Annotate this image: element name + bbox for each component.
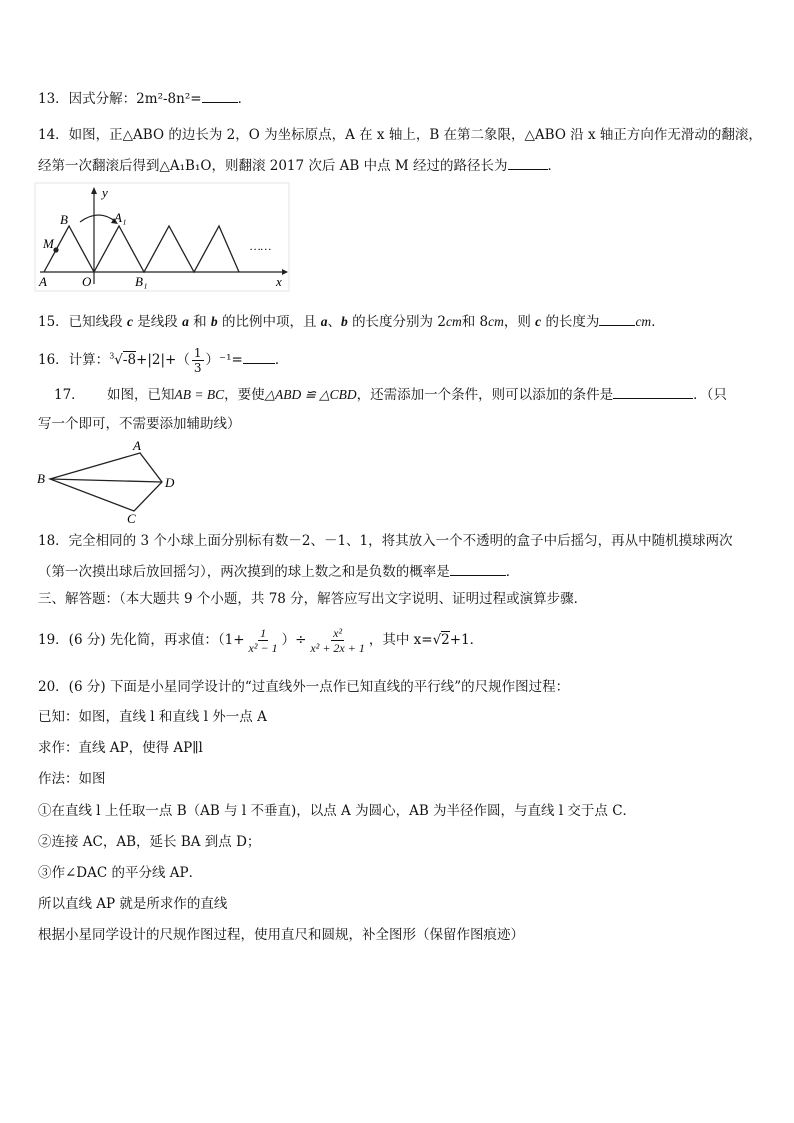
q18-answer-blank[interactable]: [450, 561, 506, 576]
q16-post: ）⁻¹=: [205, 352, 243, 368]
question-20-head: 20．(6 分) 下面是小星同学设计的“过直线外一点作已知直线的平行线”的尺规作图过程：: [38, 679, 570, 695]
q14-figure: [34, 182, 290, 292]
q18-text: （第一次摸出球后放回摇匀），两次摸到的球上数之和是负数的概率是: [38, 564, 450, 580]
question-20-find: 求作：直线 AP，使得 AP∥l: [38, 740, 203, 756]
label-x: x: [276, 274, 282, 289]
label-A: A: [39, 274, 47, 289]
q15-mid5: ，则: [503, 314, 531, 330]
question-14-line1: 14．如图，正△ABO 的边长为 2，O 为坐标原点，A 在 x 轴上，B 在第二象限，△ABO 沿 x 轴正方向作无滑动的翻滚，: [38, 127, 762, 143]
question-16: [38, 346, 288, 375]
q13-answer-blank[interactable]: [202, 88, 238, 103]
q15-var-c: c: [126, 314, 133, 329]
q19-f2-den: x² + 2x + 1: [310, 641, 365, 655]
q15-unit3: cm: [635, 314, 652, 329]
q19-pre: 19．(6 分) 先化简，再求值：（1+: [38, 632, 245, 648]
q15-unit1: cm: [445, 314, 462, 329]
q16-frac-num: 1: [193, 346, 202, 360]
q19-root: 2: [441, 632, 450, 648]
q17-condition: AB = BC: [174, 387, 225, 402]
triangles-rolled: [94, 226, 239, 272]
question-20-conclusion: 所以直线 AP 就是所求作的直线: [38, 896, 228, 912]
q19-fraction2: [308, 626, 366, 655]
q16-abs: +|2|+（: [136, 352, 190, 368]
question-20-task: 根据小星同学设计的尺规作图过程，使用直尺和圆规，补全图形（保留作图痕迹）: [38, 927, 524, 943]
q15-mid2: 的比例中项，且: [221, 314, 317, 330]
question-18-line1: 18．完全相同的 3 个小球上面分别标有数－2、－1、1，将其放入一个不透明的盒子中后摇匀，再从中随机摸球两次: [38, 533, 733, 549]
question-20-step2: ②连接 AC，AB，延长 BA 到点 D；: [38, 834, 261, 850]
label-O: O: [82, 274, 92, 289]
q14-text: 经第一次翻滚后得到△A₁B₁O，则翻滚 2017 次后 AB 中点 M 经过的路径长为: [38, 158, 508, 174]
q19-f1-num: 1: [260, 626, 267, 640]
section-3-heading: 三、解答题：（本大题共 9 个小题，共 78 分，解答应写出文字说明、证明过程或演算步骤．: [38, 591, 588, 607]
q19-f1-den: x² − 1: [248, 641, 278, 655]
radical-sign: √: [114, 352, 123, 368]
q15-var-c2: c: [535, 314, 542, 329]
q16-fraction: [192, 346, 204, 375]
question-20-step3: ③作∠DAC 的平分线 AP．: [38, 865, 203, 881]
label-dots: ……: [250, 239, 272, 253]
q17-congruence: △ABD ≌ △CBD: [264, 387, 357, 402]
q19-tail: +1．: [449, 632, 484, 648]
question-17-line2: 写一个即可，不需要添加辅助线）: [38, 416, 241, 432]
label-y: y: [102, 185, 108, 200]
q19-fraction1: [247, 626, 280, 655]
q19-div: ）÷: [281, 632, 307, 648]
y-axis-arrow: [91, 187, 97, 194]
q15-var-a2: a: [320, 314, 328, 329]
q18-end: ．: [505, 564, 520, 580]
point-M: [53, 247, 58, 252]
q19-post: ，其中 x=: [368, 632, 433, 648]
label-D: D: [165, 475, 175, 490]
q16-root-index: 3: [109, 351, 115, 361]
question-20-method: 作法：如图: [38, 771, 106, 787]
diagonal-BD: [50, 479, 162, 482]
q15-unit2: cm: [488, 314, 504, 329]
q15-mid1: 是线段: [137, 314, 178, 330]
q17-answer-blank[interactable]: [613, 384, 693, 399]
q15-answer-blank[interactable]: [599, 311, 635, 326]
label-B: B: [60, 212, 68, 227]
question-13: [38, 88, 251, 109]
q16-radicand: -8: [122, 352, 137, 368]
label-B: B: [37, 471, 45, 486]
q16-pre: 16．计算：: [38, 352, 110, 368]
q15-pre: 15．已知线段: [38, 314, 123, 330]
q15-var-a: a: [182, 314, 189, 329]
q16-answer-blank[interactable]: [243, 349, 275, 364]
label-B1: B₁: [135, 274, 148, 289]
question-20-given: 已知：如图，直线 l 和直线 l 外一点 A: [38, 709, 267, 725]
q15-end: ．: [651, 314, 665, 330]
question-19: [38, 622, 483, 658]
question-14-line2: [38, 155, 561, 176]
q17-post: ，还需添加一个条件，则可以添加的条件是: [356, 387, 614, 403]
q15-mid4: 和 8: [461, 314, 489, 330]
q13-end: ．: [237, 91, 252, 107]
q15-mid3: 的长度分别为 2: [352, 314, 446, 330]
radical-sign: √: [432, 632, 442, 648]
q16-end: ．: [274, 352, 289, 368]
label-A1: A₁: [114, 210, 127, 225]
q17-figure: [34, 437, 184, 527]
label-M: M: [43, 236, 54, 251]
q17-pre: 如图，已知: [106, 387, 175, 403]
question-15: [38, 311, 665, 332]
q15-var-b: b: [210, 314, 218, 329]
q14-end: ．: [547, 158, 562, 174]
label-C: C: [127, 511, 136, 526]
q15-mid6: 的长度为: [545, 314, 600, 330]
q19-f2-num: x²: [333, 626, 343, 640]
q14-answer-blank[interactable]: [508, 155, 548, 170]
q17-mid: ，要使: [224, 387, 265, 403]
question-17: [54, 384, 727, 405]
question-18-line2: [38, 561, 519, 582]
q16-frac-den: 3: [193, 361, 202, 375]
label-A: A: [133, 438, 141, 453]
q15-sep: 、: [327, 314, 342, 330]
x-axis-arrow: [282, 269, 288, 275]
q13-text: 13．因式分解：2m²-8n²=: [38, 91, 202, 107]
q17-end: ．（只: [693, 387, 727, 403]
q15-var-b2: b: [341, 314, 348, 329]
roll-arrow: [80, 215, 116, 222]
q17-number: 17．: [54, 387, 85, 403]
q15-and: 和: [193, 314, 207, 330]
question-20-step1: ①在直线 l 上任取一点 B（AB 与 l 不垂直)，以点 A 为圆心，AB 为半径作圆，与直线 l 交于点 C．: [38, 803, 637, 819]
